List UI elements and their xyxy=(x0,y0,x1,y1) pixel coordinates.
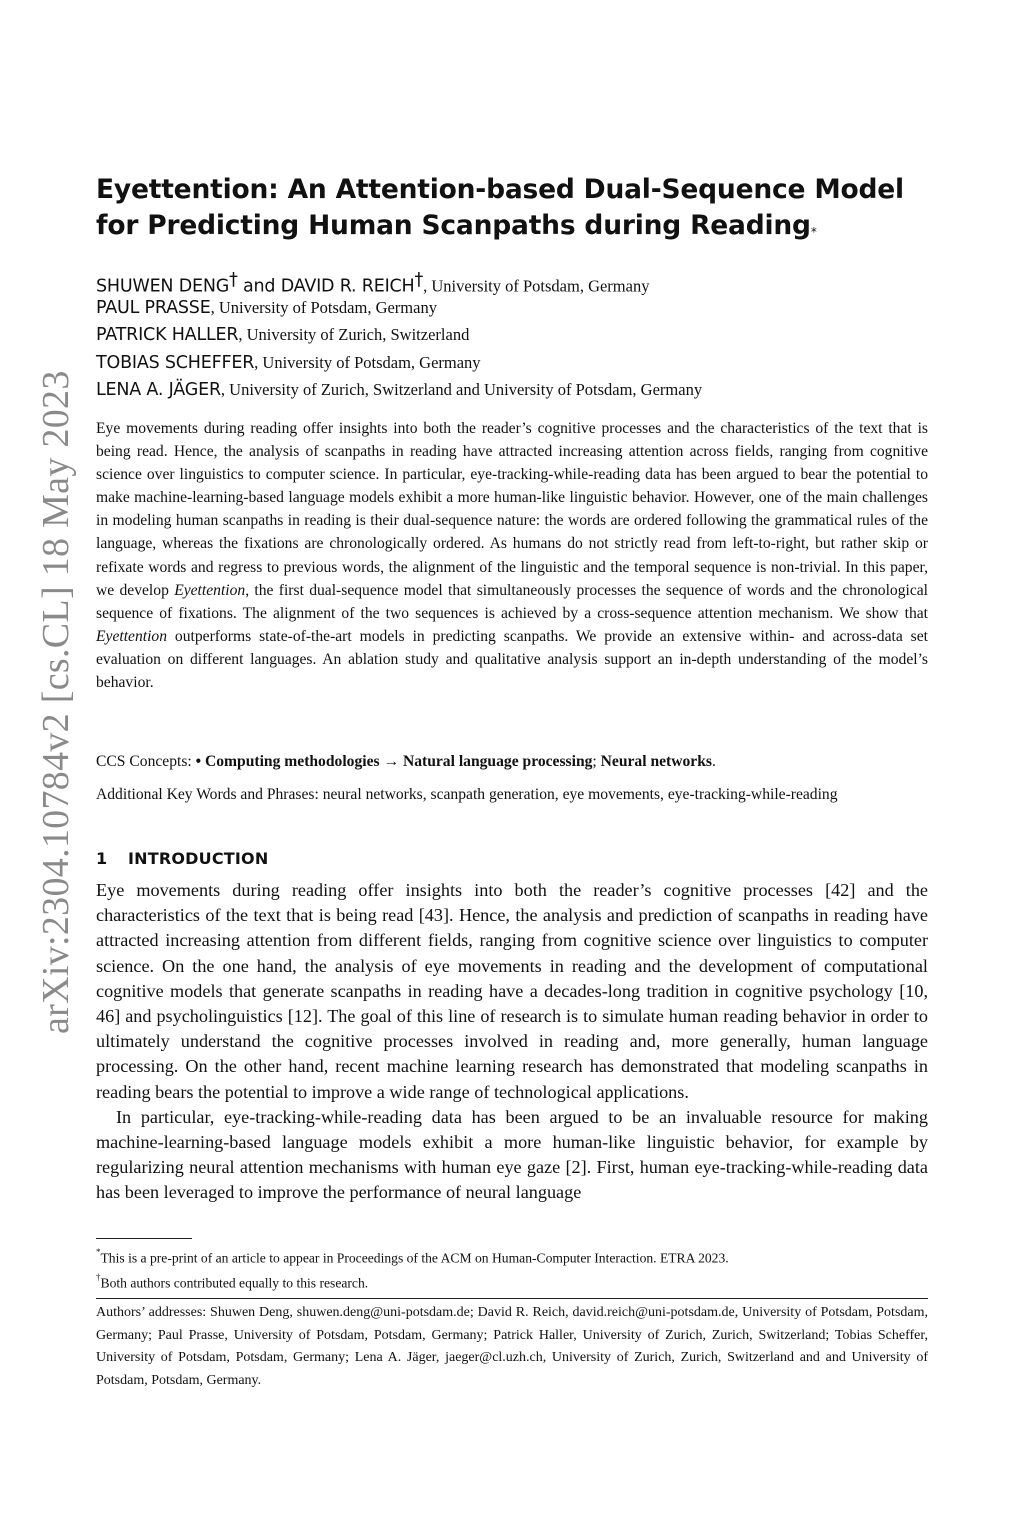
author-name: TOBIAS SCHEFFER xyxy=(96,352,255,373)
author-footnote-mark: † xyxy=(229,270,238,290)
footnote-text: This is a pre-print of an article to appear in Proceedings of the ACM on Human-Computer Interaction. ETRA 2023. xyxy=(100,1250,729,1266)
author-affiliation: , University of Zurich, Switzerland and University of Potsdam, Germany xyxy=(220,379,703,399)
author-line xyxy=(96,267,928,297)
title-footnote-mark: * xyxy=(810,225,817,239)
footnote-mark: * xyxy=(96,1247,101,1257)
abstract-text: outperforms state-of-the-art models in predicting scanpaths. We provide an extensive within- and across-data set evaluation on different languages. An ablation study and qualitative analysis support an in-depth understanding of the model’s behavior. xyxy=(96,627,928,692)
paper-title xyxy=(96,172,928,244)
introduction-body xyxy=(96,878,928,1206)
author-name: LENA A. JÄGER xyxy=(96,379,221,400)
author-name: PATRICK HALLER xyxy=(96,325,239,346)
ccs-concept: Neural networks xyxy=(600,753,712,770)
author-line xyxy=(96,321,928,348)
model-name: Eyettention xyxy=(174,581,246,599)
keywords: Additional Key Words and Phrases: neural networks, scanpath generation, eye movements, eye-tracking-while-reading xyxy=(96,786,838,803)
footnote-mark: † xyxy=(96,1271,101,1282)
title-text: Eyettention: An Attention-based Dual-Sequence Model for Predicting Human Scanpaths during Reading xyxy=(96,174,904,241)
author-addresses: Authors’ addresses: Shuwen Deng, shuwen.deng@uni-potsdam.de; David R. Reich, david.reich@uni-potsdam.de, University of Potsdam, Potsdam, Germany; Paul Prasse, University of Potsdam, Potsdam, Germany; Patrick Haller, University of Zurich, Zurich, Switzerland; Tobias Scheffer, University of Potsdam, Potsdam, Germany; Lena A. Jäger, jaeger@cl.uzh.ch, University of Zurich, Zurich, Switzerland and and University of Potsdam, Potsdam, Germany. xyxy=(96,1305,928,1388)
arxiv-identifier: arXiv:2304.10784v2 [cs.CL] 18 May 2023 xyxy=(35,370,77,1034)
ccs-end: . xyxy=(711,753,716,770)
abstract xyxy=(96,417,928,694)
author-affiliation: , University of Zurich, Switzerland xyxy=(238,325,470,345)
section-heading xyxy=(96,849,928,868)
paragraph: Eye movements during reading offer insights into both the reader’s cognitive processes [42] and the characteristics of the text that is being read [43]. Hence, the analysis and prediction of scanpaths in reading have attracted increasing attention from different fields, ranging from cognitive science over linguistics to computer science. On the one hand, the analysis of eye movements in reading and the development of computational cognitive models that generate scanpaths in reading have a decades-long tradition in cognitive psychology [10, 46] and psycholinguistics [12]. The goal of this line of research is to simulate human reading behavior in order to ultimately understand the cognitive processes involved in reading and, more generally, human language processing. On the other hand, recent machine learning research has demonstrated that modeling scanpaths in reading bears the potential to improve a wide range of technological applications. xyxy=(96,880,928,1102)
author-affiliation: , University of Potsdam, Germany xyxy=(210,298,437,318)
author-line xyxy=(96,376,928,403)
ccs-concept: • Computing methodologies → Natural language processing xyxy=(195,753,593,770)
author-name: DAVID R. REICH xyxy=(280,276,415,297)
footnote-text: Both authors contributed equally to this research. xyxy=(100,1275,369,1291)
author-connector: and xyxy=(237,276,281,297)
model-name: Eyettention xyxy=(96,627,168,645)
ccs-concepts xyxy=(96,750,928,773)
section-number: 1 xyxy=(96,849,108,868)
footnote xyxy=(96,1244,928,1269)
author-affiliation: , University of Potsdam, Germany xyxy=(423,276,650,296)
author-line xyxy=(96,294,928,321)
author-line xyxy=(96,349,928,376)
ccs-label: CCS Concepts: xyxy=(96,753,196,770)
footnote-divider xyxy=(96,1238,192,1239)
author-name: PAUL PRASSE xyxy=(96,298,211,319)
author-footnote-mark: † xyxy=(414,270,424,290)
address-divider xyxy=(96,1298,928,1299)
paragraph: In particular, eye-tracking-while-reading data has been argued to be an invaluable resource for making machine-learning-based language models exhibit a more human-like linguistic behavior, for example by regularizing neural attention mechanisms with human eye gaze [2]. First, human eye-tracking-while-reading data has been leveraged to improve the performance of neural language xyxy=(96,1106,928,1203)
ccs-separator: ; xyxy=(592,753,601,770)
abstract-text: Eye movements during reading offer insights into both the reader’s cognitive processes and the characteristics of the text that is being read. Hence, the analysis of scanpaths in reading have attracted increasing attention across fields, ranging from cognitive science over linguistics to computer science. In particular, eye-tracking-while-reading data has been argued to bear the potential to make machine-learning-based language models exhibit a more human-like linguistic behavior. However, one of the main challenges in modeling human scanpaths in reading is their dual-sequence nature: the words are ordered following the grammatical rules of the language, whereas the fixations are chronologically ordered. As humans do not strictly read from left-to-right, but rather skip or refixate words and regress to previous words, the alignment of the linguistic and the temporal sequence is non-trivial. In this paper, we develop xyxy=(96,420,928,599)
footnote xyxy=(96,1269,928,1294)
section-title: INTRODUCTION xyxy=(128,849,269,868)
author-name: SHUWEN DENG xyxy=(96,276,230,297)
abstract-text: , the first dual-sequence model that simultaneously processes the sequence of words and the chronological sequence of fixations. The alignment of the two sequences is achieved by a cross-sequence attention mechanism. We show that xyxy=(96,581,928,622)
author-affiliation: , University of Potsdam, Germany xyxy=(254,352,481,372)
footnotes xyxy=(96,1244,928,1293)
author-list xyxy=(96,267,928,403)
